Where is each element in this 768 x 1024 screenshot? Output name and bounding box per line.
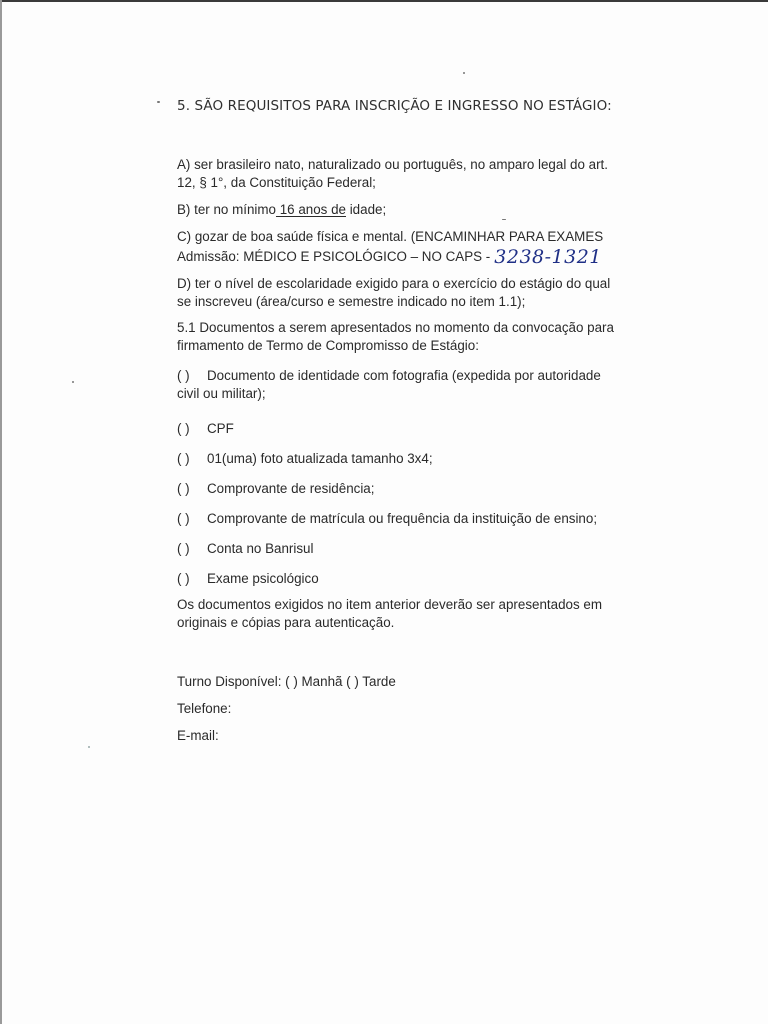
checkbox-mark: ( ) <box>177 421 190 436</box>
requirement-c-text: Admissão: MÉDICO E PSICOLÓGICO – NO CAPS - <box>177 249 491 264</box>
checklist-item-label: 01(uma) foto atualizada tamanho 3x4; <box>207 451 433 466</box>
checklist-item-cpf <box>177 420 737 438</box>
requirement-d-line1: D) ter o nível de escolaridade exigido para o exercício do estágio do qual <box>177 276 611 291</box>
scan-left-edge <box>0 0 2 1024</box>
requirement-c-line2 <box>177 246 737 266</box>
scan-speck <box>157 101 160 103</box>
documents-note-line1: Os documentos exigidos no item anterior deverão ser apresentados em <box>177 597 603 612</box>
handwritten-phone: 3238-1321 <box>494 246 602 268</box>
form-telefone-label: Telefone: <box>177 701 232 716</box>
requirement-b-start: B) ter no mínimo <box>177 202 276 217</box>
checklist-item-psych-exam <box>177 570 737 588</box>
requirement-a-line2: 12, § 1°, da Constituição Federal; <box>177 175 376 190</box>
checklist-item-label: Comprovante de residência; <box>207 481 375 496</box>
checklist-item-label: CPF <box>207 421 234 436</box>
checklist-item-enrollment <box>177 510 737 528</box>
checklist-item-identity-continued: civil ou militar); <box>177 386 266 401</box>
documents-intro-line2: firmamento de Termo de Compromisso de Estágio: <box>177 338 479 353</box>
scan-speck <box>72 381 74 383</box>
documents-note-line2: originais e cópias para autenticação. <box>177 615 395 630</box>
document-body <box>177 98 737 745</box>
documents-checklist <box>177 367 737 588</box>
scan-speck <box>463 72 465 74</box>
checkbox-mark: ( ) <box>177 511 190 526</box>
checkbox-mark: ( ) <box>177 368 190 383</box>
scan-speck <box>88 746 90 748</box>
section-heading: 5. SÃO REQUISITOS PARA INSCRIÇÃO E INGRESSO NO ESTÁGIO: <box>177 98 612 114</box>
checkbox-mark: ( ) <box>177 481 190 496</box>
requirement-b <box>177 201 737 219</box>
checklist-item-residence <box>177 480 737 498</box>
checklist-item-bank-account <box>177 540 737 558</box>
checklist-item-identity <box>177 367 737 385</box>
form-email-label: E-mail: <box>177 728 219 743</box>
checklist-item-label: Conta no Banrisul <box>207 541 314 556</box>
checkbox-mark: ( ) <box>177 541 190 556</box>
documents-intro-line1: 5.1 Documentos a serem apresentados no momento da convocação para <box>177 320 614 335</box>
checklist-item-label: Documento de identidade com fotografia (expedida por autoridade <box>207 368 601 383</box>
requirement-d-line2: se inscreveu (área/curso e semestre indicado no item 1.1); <box>177 294 526 309</box>
requirement-b-end: idade; <box>345 202 387 217</box>
requirement-b-underlined: 16 anos de <box>275 202 346 217</box>
checkbox-mark: ( ) <box>177 451 190 466</box>
checklist-item-label: Comprovante de matrícula ou frequência da instituição de ensino; <box>207 511 598 526</box>
form-turno: Turno Disponível: ( ) Manhã ( ) Tarde <box>177 674 396 689</box>
checklist-item-photo <box>177 450 737 468</box>
requirement-a-line1: A) ser brasileiro nato, naturalizado ou português, no amparo legal do art. <box>177 157 608 172</box>
checkbox-mark: ( ) <box>177 571 190 586</box>
scan-top-edge <box>0 0 768 2</box>
checklist-item-label: Exame psicológico <box>207 571 319 586</box>
requirement-c-line1: C) gozar de boa saúde física e mental. (ENCAMINHAR PARA EXAMES <box>177 229 604 244</box>
